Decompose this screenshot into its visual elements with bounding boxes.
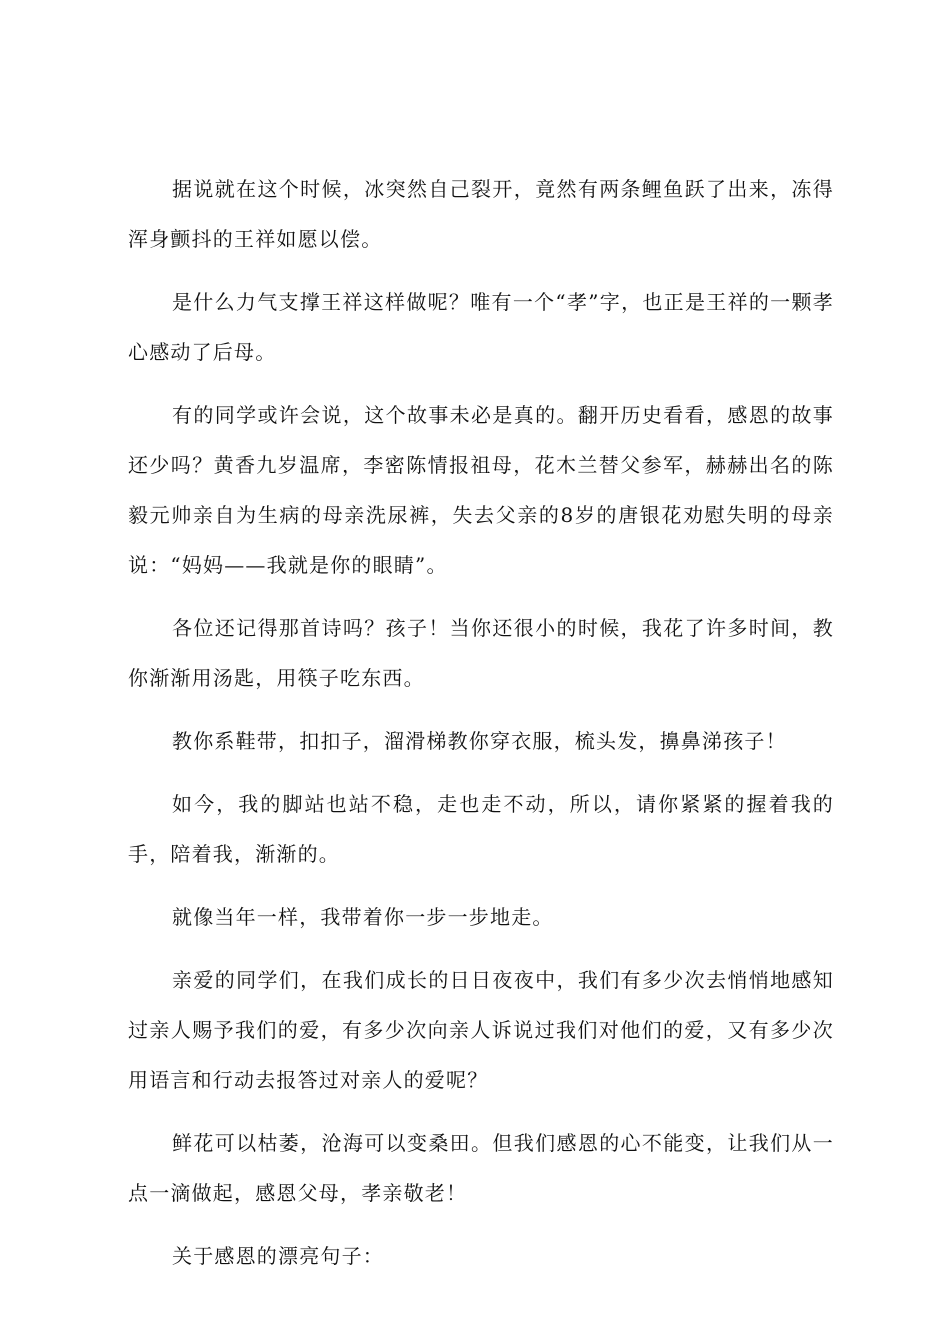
paragraph-4: 各位还记得那首诗吗？孩子！当你还很小的时候，我花了许多时间，教你渐渐用汤匙，用筷子吃东西。 xyxy=(128,616,834,690)
paragraph-1: 据说就在这个时候，冰突然自己裂开，竟然有两条鲤鱼跃了出来，冻得浑身颤抖的王祥如愿以偿。 xyxy=(128,177,834,251)
paragraph-5: 教你系鞋带，扣扣子，溜滑梯教你穿衣服，梳头发，擤鼻涕孩子！ xyxy=(172,729,787,753)
paragraph-10: 关于感恩的漂亮句子： xyxy=(172,1244,384,1268)
paragraph-2: 是什么力气支撑王祥这样做呢？唯有一个“孝”字，也正是王祥的一颗孝心感动了后母。 xyxy=(128,290,834,364)
document-body xyxy=(128,164,834,1294)
paragraph-6: 如今，我的脚站也站不稳，走也走不动，所以，请你紧紧的握着我的手，陪着我，渐渐的。 xyxy=(128,792,834,866)
paragraph-8: 亲爱的同学们，在我们成长的日日夜夜中，我们有多少次去悄悄地感知过亲人赐予我们的爱，有多少次向亲人诉说过我们对他们的爱，又有多少次用语言和行动去报答过对亲人的爱呢？ xyxy=(128,968,834,1092)
paragraph-7: 就像当年一样，我带着你一步一步地走。 xyxy=(172,905,554,929)
paragraph-9: 鲜花可以枯萎，沧海可以变桑田。但我们感恩的心不能变，让我们从一点一滴做起，感恩父母，孝亲敬老！ xyxy=(128,1131,834,1205)
paragraph-3: 有的同学或许会说，这个故事未必是真的。翻开历史看看，感恩的故事还少吗？黄香九岁温席，李密陈情报祖母，花木兰替父参军，赫赫出名的陈毅元帅亲自为生病的母亲洗尿裤，失去父亲的8岁的唐银花劝慰失明的母亲说：“妈妈——我就是你的眼睛”。 xyxy=(128,403,834,577)
